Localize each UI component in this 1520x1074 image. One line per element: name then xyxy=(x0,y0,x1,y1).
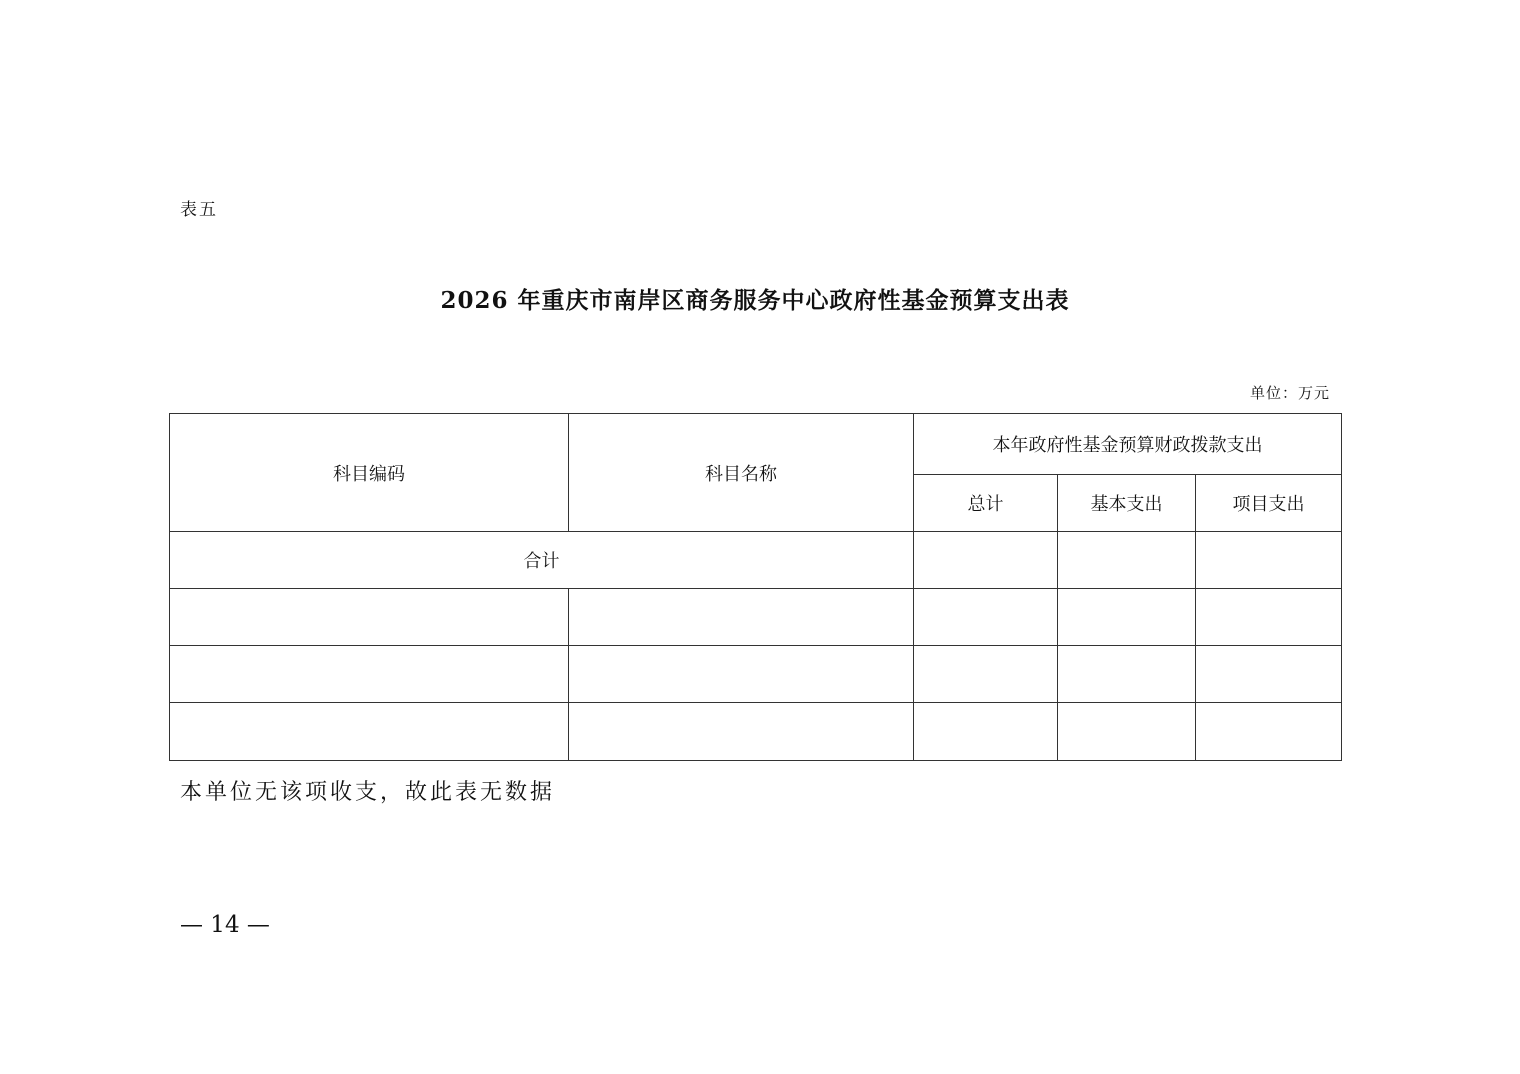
row-project-cell xyxy=(1196,703,1342,761)
row-total-cell xyxy=(914,589,1058,646)
page-number: — 14 — xyxy=(180,912,270,938)
header-row xyxy=(170,414,1342,475)
total-label: 合计 xyxy=(170,532,914,589)
row-code-cell xyxy=(170,589,569,646)
row-total-cell xyxy=(914,646,1058,703)
row-basic-cell xyxy=(1058,646,1196,703)
header-total: 总计 xyxy=(914,475,1058,532)
table-row xyxy=(170,589,1342,646)
no-data-note: 本单位无该项收支，故此表无数据 xyxy=(180,780,556,805)
row-project-cell xyxy=(1196,646,1342,703)
row-name-cell xyxy=(569,646,914,703)
header-project-expenditure: 项目支出 xyxy=(1196,475,1342,532)
row-basic-cell xyxy=(1058,589,1196,646)
table-row xyxy=(170,703,1342,761)
budget-table xyxy=(169,413,1342,761)
row-name-cell xyxy=(569,589,914,646)
row-code-cell xyxy=(170,646,569,703)
row-basic-cell xyxy=(1058,703,1196,761)
row-total-cell xyxy=(914,703,1058,761)
row-project-cell xyxy=(1196,589,1342,646)
total-project-cell xyxy=(1196,532,1342,589)
header-group-expenditure: 本年政府性基金预算财政拨款支出 xyxy=(914,414,1342,475)
table-row xyxy=(170,646,1342,703)
header-basic-expenditure: 基本支出 xyxy=(1058,475,1196,532)
total-cell xyxy=(914,532,1058,589)
unit-label: 单位：万元 xyxy=(1249,384,1330,402)
header-subject-name: 科目名称 xyxy=(569,414,914,532)
table-number-label: 表五 xyxy=(180,200,218,220)
header-subject-code: 科目编码 xyxy=(170,414,569,532)
total-basic-cell xyxy=(1058,532,1196,589)
row-name-cell xyxy=(569,703,914,761)
row-code-cell xyxy=(170,703,569,761)
total-row xyxy=(170,532,1342,589)
page-title: 2026 年重庆市南岸区商务服务中心政府性基金预算支出表 xyxy=(440,287,1070,314)
